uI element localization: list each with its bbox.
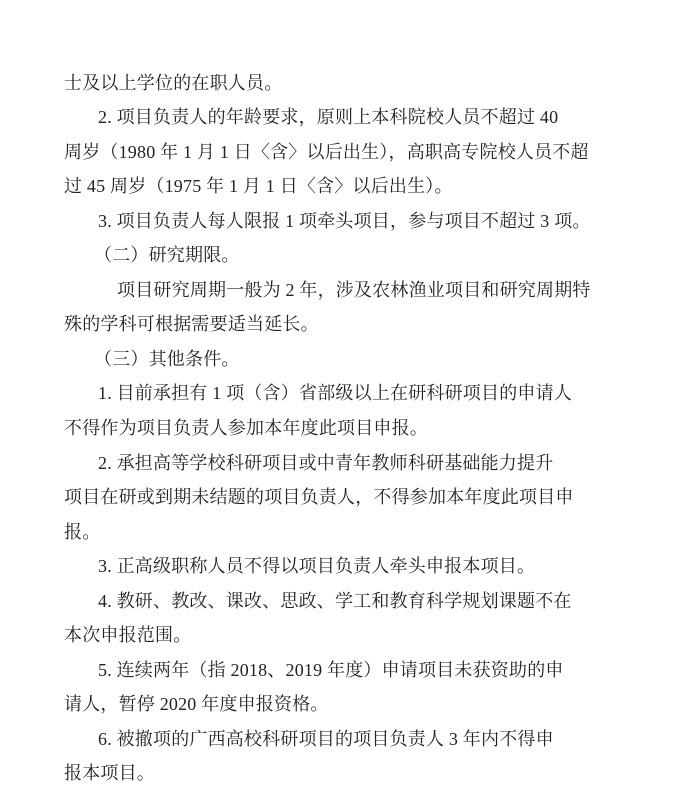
text-line: 过 45 周岁（1975 年 1 月 1 日〈含〉以后出生）。 (64, 176, 453, 197)
text-line: 本次申报范围。 (64, 625, 192, 646)
text-line: （二）研究期限。 (94, 245, 240, 266)
text-line: 4. 教研、教改、课改、思政、学工和教育科学规划课题不在 (98, 590, 572, 611)
text-line: 请人，暂停 2020 年度申报资格。 (64, 694, 329, 715)
document-body (64, 66, 618, 791)
text-line: 3. 正高级职称人员不得以项目负责人牵头申报本项目。 (98, 556, 536, 577)
text-line: 项目在研或到期未结题的项目负责人，不得参加本年度此项目申 (64, 487, 574, 508)
text-line: 周岁（1980 年 1 月 1 日〈含〉以后出生），高职高专院校人员不超 (64, 141, 589, 162)
text-line: 报。 (64, 521, 101, 542)
text-line: 殊的学科可根据需要适当延长。 (64, 314, 319, 335)
text-line: 6. 被撤项的广西高校科研项目的项目负责人 3 年内不得申 (98, 728, 554, 749)
text-line: 2. 承担高等学校科研项目或中青年教师科研基础能力提升 (98, 452, 554, 473)
text-line: （三）其他条件。 (94, 348, 240, 369)
text-line: 5. 连续两年（指 2018、2019 年度）申请项目未获资助的申 (98, 659, 564, 680)
text-line: 项目研究周期一般为 2 年，涉及农林渔业项目和研究周期特 (117, 279, 591, 300)
text-line: 2. 项目负责人的年龄要求，原则上本科院校人员不超过 40 (98, 107, 559, 128)
text-line: 3. 项目负责人每人限报 1 项牵头项目，参与项目不超过 3 项。 (98, 210, 591, 231)
text-line: 报本项目。 (64, 763, 155, 784)
text-line: 不得作为项目负责人参加本年度此项目申报。 (64, 417, 428, 438)
text-line: 1. 目前承担有 1 项（含）省部级以上在研科研项目的申请人 (98, 383, 572, 404)
text-line: 士及以上学位的在职人员。 (64, 72, 283, 93)
